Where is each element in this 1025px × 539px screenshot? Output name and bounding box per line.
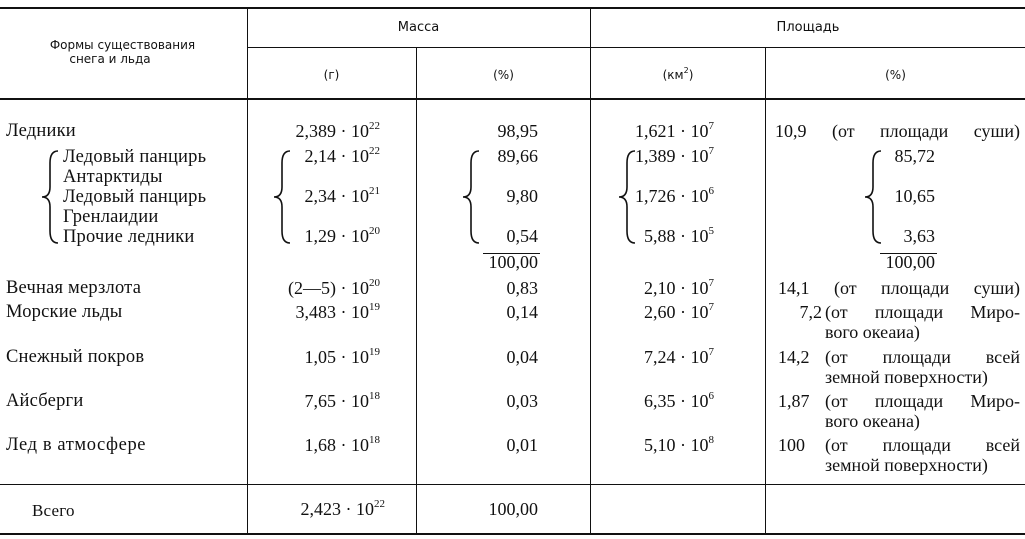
mass-subtotal: 100,00 <box>488 252 538 272</box>
col-forms-line2: снега и льда <box>69 52 151 66</box>
col-divider-4 <box>765 48 766 534</box>
col-forms-line1: Формы существования <box>49 38 196 52</box>
area-note-line1: (от площади Миро- <box>825 391 1020 411</box>
unit-g: (г) <box>323 68 340 82</box>
area-value: $7,24 \cdot 10^7$ <box>644 346 714 367</box>
area-value: $1,726 \cdot 10^6$ <box>635 185 714 206</box>
unit-km2: $(км^2)$ <box>662 66 694 82</box>
col-divider-3 <box>590 8 591 534</box>
area-value: $6,35 \cdot 10^6$ <box>644 390 714 411</box>
area-note-line2: вого океана) <box>825 411 920 431</box>
row-name: Морские льды <box>6 302 123 322</box>
mass-value: $1,29 \cdot 10^{20}$ <box>304 225 380 246</box>
area-value: $5,10 \cdot 10^8$ <box>644 434 714 455</box>
row-name: Айсберги <box>6 391 84 411</box>
area-value: $1,621 \cdot 10^7$ <box>635 120 714 141</box>
area-percent: 3,63 <box>903 226 935 246</box>
mass-percent: 0,03 <box>506 391 538 411</box>
mass-value: $1,05 \cdot 10^{19}$ <box>304 346 380 367</box>
top-rule <box>0 7 1025 9</box>
group-area-title: Площадь <box>776 20 840 35</box>
area-note-line2: земной поверхности) <box>825 367 988 387</box>
mass-percent: 100,00 <box>488 499 538 519</box>
area-note-line1: (от площади всей <box>825 435 1020 455</box>
area-subtotal: 100,00 <box>885 252 935 272</box>
area-percent-value: 14,2 <box>778 347 810 367</box>
area-value: $2,60 \cdot 10^7$ <box>644 301 714 322</box>
mass-value: $3,483 \cdot 10^{19}$ <box>295 301 380 322</box>
group-mass-title: Масса <box>397 20 440 35</box>
area-note-line2: земной поверхности) <box>825 455 988 475</box>
mass-percent: 98,95 <box>497 121 538 141</box>
mass-value: $2,423 \cdot 10^{22}$ <box>300 498 385 519</box>
area-note-line2: вого океаиа) <box>825 322 920 342</box>
mass-percent: 0,04 <box>506 347 538 367</box>
area-percent: 10,9 (от площади суши) <box>775 121 1021 141</box>
area-percent: 10,65 <box>894 186 935 206</box>
row-name: Лед в атмосфере <box>6 435 147 455</box>
unit-pct-area: (%) <box>885 68 906 82</box>
col-divider-1 <box>247 8 248 534</box>
area-value: $2,10 \cdot 10^7$ <box>644 277 714 298</box>
area-percent-value: 7,2 <box>799 302 822 322</box>
row-name: Вечная мерзлота <box>6 278 142 298</box>
header-group-rule <box>247 47 1025 48</box>
mass-percent: 89,66 <box>497 146 538 166</box>
row-name-line1: Ледовый панцирь <box>63 187 207 207</box>
mass-value: $2,34 \cdot 10^{21}$ <box>304 185 380 206</box>
total-rule <box>0 484 1025 485</box>
mass-value: $2,389 \cdot 10^{22}$ <box>295 120 380 141</box>
area-value: $5,88 \cdot 10^5$ <box>644 225 714 246</box>
row-name-line2: Антарктиды <box>63 167 163 187</box>
area-note-line1: (от площади Миро- <box>825 302 1020 322</box>
mass-value: $2,14 \cdot 10^{22}$ <box>304 145 380 166</box>
mass-percent: 0,14 <box>506 302 538 322</box>
area-percent-value: 100 <box>778 435 805 455</box>
area-percent: 85,72 <box>894 146 935 166</box>
header-bottom-rule <box>0 98 1025 100</box>
mass-value: (2—5) · $10^{20}$ <box>288 277 380 298</box>
mass-value: $7,65 \cdot 10^{18}$ <box>304 390 380 411</box>
mass-percent: 0,01 <box>506 435 538 455</box>
row-name: Снежный покров <box>6 347 145 367</box>
area-percent: 14,1 (от площади суши) <box>778 278 1021 298</box>
area-percent-value: 1,87 <box>778 391 810 411</box>
mass-percent: 0,54 <box>506 226 538 246</box>
row-name: Прочие ледники <box>63 227 195 247</box>
col-divider-2 <box>416 48 417 534</box>
unit-pct-mass: (%) <box>493 68 514 82</box>
row-name-line1: Ледовый панцирь <box>63 147 207 167</box>
area-note-line1: (от площади всей <box>825 347 1020 367</box>
mass-value: $1,68 \cdot 10^{18}$ <box>304 434 380 455</box>
row-name: Всего <box>32 501 75 520</box>
name-brace <box>40 149 62 245</box>
mass-percent: 9,80 <box>506 186 538 206</box>
row-name-line2: Гренлаидии <box>63 207 159 227</box>
area-value: $1,389 \cdot 10^7$ <box>635 145 714 166</box>
bottom-rule <box>0 533 1025 535</box>
row-name: Ледники <box>6 121 76 141</box>
mass-percent: 0,83 <box>506 278 538 298</box>
